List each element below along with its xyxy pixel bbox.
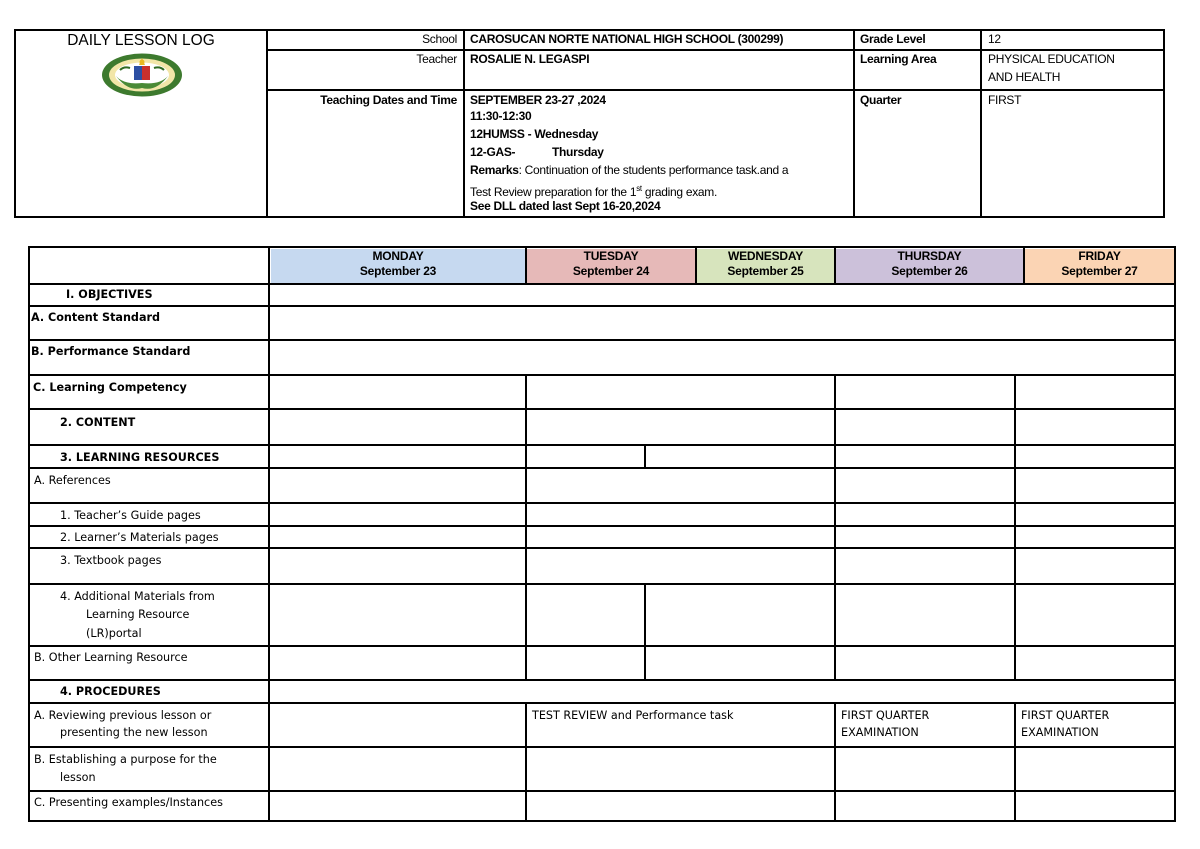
row-establishing-line1: B. Establishing a purpose for the bbox=[34, 753, 217, 766]
thursday-date: September 26 bbox=[891, 264, 968, 278]
friday-exam-line1: FIRST QUARTER bbox=[1021, 709, 1110, 722]
monday-label: MONDAY bbox=[372, 249, 424, 263]
remarks-sup: st bbox=[636, 184, 642, 193]
row-references: A. References bbox=[34, 474, 111, 487]
quarter-value: FIRST bbox=[988, 93, 1022, 107]
school-value: CAROSUCAN NORTE NATIONAL HIGH SCHOOL (300299) bbox=[470, 32, 784, 46]
remarks-line1 bbox=[470, 163, 788, 178]
row-reviewing-line2: presenting the new lesson bbox=[60, 726, 208, 739]
row-objectives: I. OBJECTIVES bbox=[66, 288, 153, 301]
school-label: School bbox=[422, 32, 457, 46]
row-content-standard: A. Content Standard bbox=[31, 311, 161, 324]
friday-date: September 27 bbox=[1061, 264, 1138, 278]
tuesday-test-review: TEST REVIEW and Performance task bbox=[532, 709, 734, 722]
friday-exam-line2: EXAMINATION bbox=[1021, 726, 1099, 739]
teacher-value: ROSALIE N. LEGASPI bbox=[470, 52, 590, 66]
teaching-dates-label: Teaching Dates and Time bbox=[320, 93, 457, 107]
tuesday-date: September 24 bbox=[572, 264, 650, 278]
row-presenting: C. Presenting examples/Instances bbox=[34, 796, 223, 809]
learning-area-label: Learning Area bbox=[860, 52, 937, 66]
thursday-exam-line2: EXAMINATION bbox=[841, 726, 919, 739]
friday-header bbox=[1025, 249, 1174, 279]
learning-area-value-line2: AND HEALTH bbox=[988, 70, 1061, 84]
thursday-exam-line1: FIRST QUARTER bbox=[841, 709, 930, 722]
monday-header bbox=[271, 249, 525, 279]
row-textbook: 3. Textbook pages bbox=[60, 554, 162, 567]
teaching-dates-line3: 12HUMSS - Wednesday bbox=[470, 127, 599, 141]
teaching-dates-line1: SEPTEMBER 23-27 ,2024 bbox=[470, 93, 606, 107]
wednesday-label: WEDNESDAY bbox=[727, 249, 804, 263]
remarks-label: Remarks bbox=[470, 163, 519, 177]
monday-date: September 23 bbox=[359, 264, 437, 278]
row-additional-line2: Learning Resource bbox=[86, 608, 190, 621]
row-other-resource: B. Other Learning Resource bbox=[34, 651, 188, 664]
row-learners-materials: 2. Learner’s Materials pages bbox=[60, 531, 219, 544]
remarks-text-2a: Test Review preparation for the 1 bbox=[470, 185, 637, 199]
row-content: 2. CONTENT bbox=[60, 416, 136, 429]
teaching-dates-line2: 11:30-12:30 bbox=[470, 109, 532, 123]
row-reviewing-line1: A. Reviewing previous lesson or bbox=[34, 709, 212, 722]
wednesday-date: September 25 bbox=[727, 264, 804, 278]
friday-label: FRIDAY bbox=[1078, 249, 1121, 263]
wednesday-header bbox=[697, 249, 834, 279]
row-establishing-line2: lesson bbox=[60, 771, 96, 784]
dll-title: DAILY LESSON LOG bbox=[67, 32, 215, 49]
row-learning-competency: C. Learning Competency bbox=[33, 381, 187, 394]
quarter-label: Quarter bbox=[860, 93, 902, 107]
thursday-header bbox=[836, 249, 1023, 279]
learning-area-value-line1: PHYSICAL EDUCATION bbox=[988, 52, 1115, 66]
remarks-line2 bbox=[470, 181, 717, 200]
row-procedures: 4. PROCEDURES bbox=[60, 685, 161, 698]
remarks-text-2b: grading exam. bbox=[641, 185, 718, 199]
row-learning-resources: 3. LEARNING RESOURCES bbox=[60, 451, 220, 464]
row-additional-line1: 4. Additional Materials from bbox=[60, 590, 215, 603]
see-dll-note: See DLL dated last Sept 16-20,2024 bbox=[470, 199, 661, 213]
remarks-text-1: : Continuation of the students performance task.and a bbox=[518, 163, 789, 177]
grade-value: 12 bbox=[988, 32, 1001, 46]
grade-label: Grade Level bbox=[860, 32, 926, 46]
teacher-label: Teacher bbox=[416, 52, 457, 66]
tuesday-header bbox=[527, 249, 695, 279]
school-seal-logo bbox=[100, 52, 184, 98]
tuesday-label: TUESDAY bbox=[583, 249, 639, 263]
row-performance-standard: B. Performance Standard bbox=[31, 345, 191, 358]
row-teachers-guide: 1. Teacher’s Guide pages bbox=[60, 509, 201, 522]
teaching-dates-line4a: 12-GAS- bbox=[470, 145, 516, 159]
thursday-label: THURSDAY bbox=[897, 249, 962, 263]
teaching-dates-line4b: Thursday bbox=[552, 145, 604, 159]
row-additional-line3: (LR)portal bbox=[86, 627, 142, 640]
